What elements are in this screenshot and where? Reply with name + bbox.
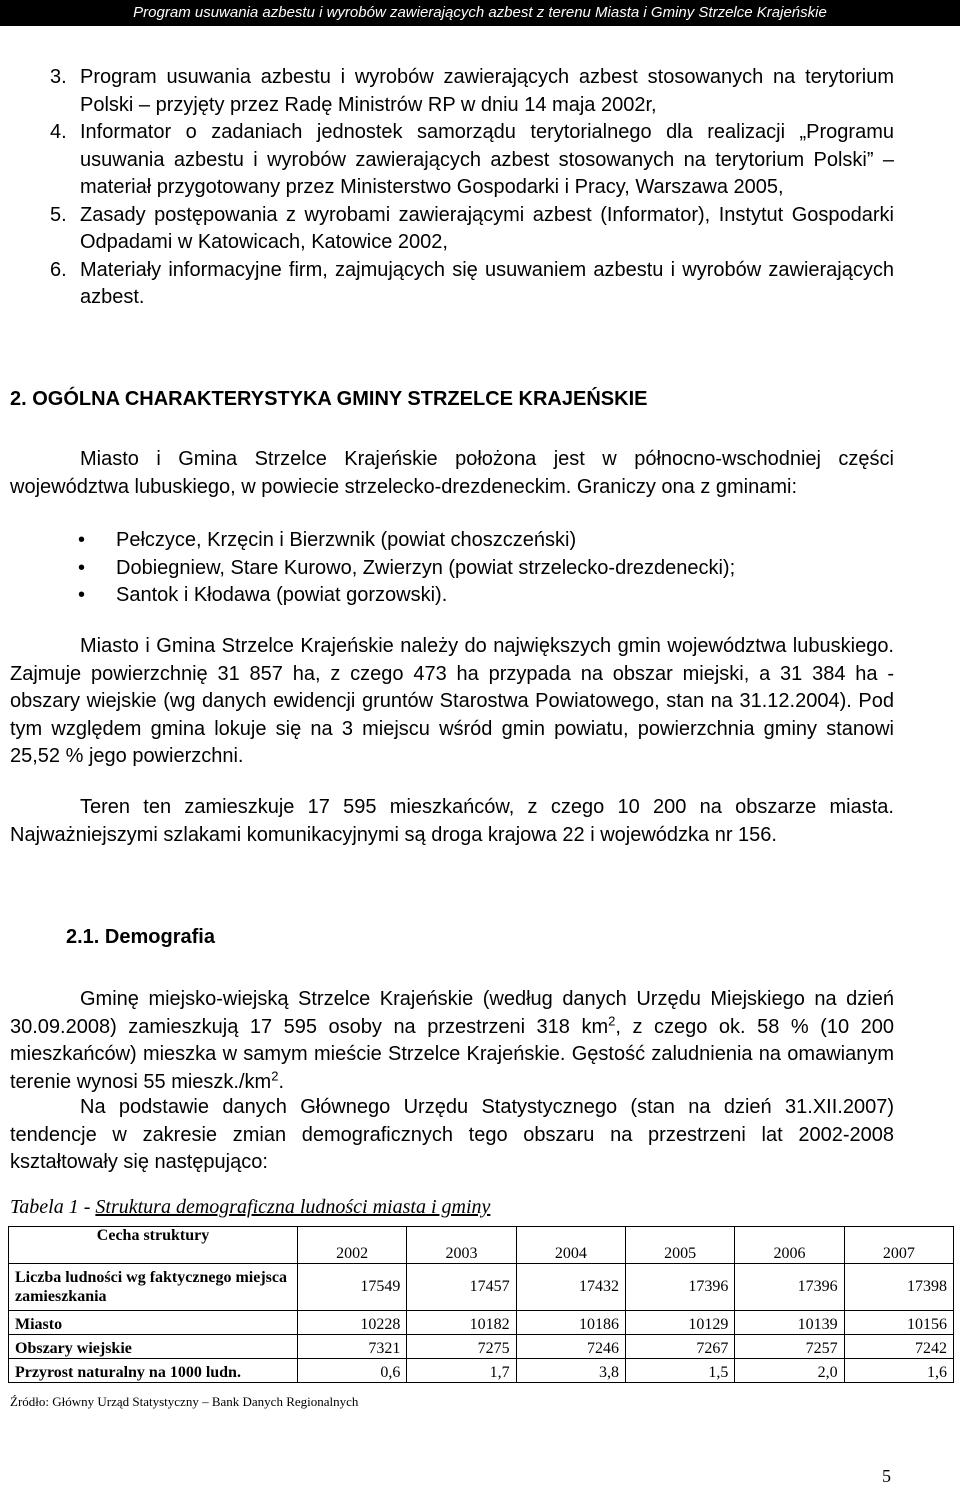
caption-title: Struktura demograficzna ludności miasta i gminy — [95, 1196, 491, 1218]
reference-text: Program usuwania azbestu i wyrobów zawierających azbest stosowanych na terytorium Polski – przyjęty przez Radę Ministrów RP w dniu 14 maja 2002r, — [80, 66, 894, 116]
reference-number: 5. — [50, 203, 67, 226]
table-cell: 10156 — [844, 1311, 953, 1335]
year-header: 2004 — [516, 1227, 625, 1264]
column-header: Cecha struktury — [9, 1227, 298, 1264]
table-cell: 1,7 — [407, 1359, 516, 1383]
table-cell: 17549 — [298, 1264, 407, 1311]
population-paragraph: Teren ten zamieszkuje 17 595 mieszkańców, z czego 10 200 na obszarze miasta. Najważniejszymi szlakami komunikacyjnymi są droga krajowa 22 i wojewódzka nr 156. — [10, 796, 894, 846]
table-caption — [10, 1196, 490, 1219]
table-cell: 7321 — [298, 1335, 407, 1359]
table-cell: 7257 — [735, 1335, 844, 1359]
table-row — [9, 1311, 954, 1335]
caption-prefix: Tabela 1 - — [10, 1196, 96, 1218]
list-item-text: Santok i Kłodawa (powiat gorzowski). — [116, 584, 448, 606]
year-header: 2005 — [625, 1227, 734, 1264]
demography-table — [8, 1226, 954, 1383]
reference-text: Zasady postępowania z wyrobami zawierającymi azbest (Informator), Instytut Gospodarki Odpadami w Katowicach, Katowice 2002, — [80, 203, 894, 253]
table-cell: 17398 — [844, 1264, 953, 1311]
row-label: Obszary wiejskie — [9, 1335, 298, 1359]
subsection-heading: 2.1. Demografia — [66, 926, 215, 948]
table-header-row — [9, 1227, 954, 1264]
table-cell: 17396 — [735, 1264, 844, 1311]
intro-paragraph: Miasto i Gmina Strzelce Krajeńskie położona jest w północno-wschodniej części województwa lubuskiego, w powiecie strzelecko-drezdeneckim. Graniczy ona z gminami: — [10, 448, 894, 498]
year-header: 2006 — [735, 1227, 844, 1264]
list-item — [0, 527, 960, 555]
references-list — [0, 64, 960, 312]
table-cell: 7246 — [516, 1335, 625, 1359]
bullet-icon: • — [78, 584, 86, 606]
table-cell: 3,8 — [516, 1359, 625, 1383]
year-header: 2003 — [407, 1227, 516, 1264]
list-item-text: Pełczyce, Krzęcin i Bierzwnik (powiat choszczeński) — [116, 529, 577, 551]
table-cell: 10182 — [407, 1311, 516, 1335]
reference-number: 4. — [50, 121, 67, 143]
table-cell: 10139 — [735, 1311, 844, 1335]
year-header: 2007 — [844, 1227, 953, 1264]
table-cell: 0,6 — [298, 1359, 407, 1383]
reference-item — [0, 257, 960, 312]
row-label: Liczba ludności wg faktycznego miejsca zamieszkania — [9, 1264, 298, 1311]
year-header: 2002 — [298, 1227, 407, 1264]
table-cell: 10228 — [298, 1311, 407, 1335]
demography-text-a: Gminę miejsko-wiejską Strzelce Krajeńskie (według danych Urzędu Miejskiego na dzień 30.09.2008) zamieszkują 17 595 osoby na przestrzeni 318 km — [10, 988, 894, 1038]
table-cell: 17396 — [625, 1264, 734, 1311]
area-paragraph: Miasto i Gmina Strzelce Krajeńskie należy do największych gmin województwa lubuskiego. Zajmuje powierzchnię 31 857 ha, z czego 473 ha przypada na obszar miejski, a 31 384 ha - obszary wiejskie (wg danych ewidencji gruntów Starostwa Powiatowego, stan na 31.12.2004). Pod tym względem gmina lokuje się na 3 miejscu wśród gmin powiatu, powierzchnia gminy stanowi 25,52 % jego powierzchni. — [10, 635, 894, 767]
table-cell: 17432 — [516, 1264, 625, 1311]
table-cell: 17457 — [407, 1264, 516, 1311]
table-row — [9, 1335, 954, 1359]
table-cell: 7267 — [625, 1335, 734, 1359]
bullet-icon: • — [78, 556, 86, 579]
table-source: Źródło: Główny Urząd Statystyczny – Bank Danych Regionalnych — [10, 1394, 359, 1409]
demography-text-b: , z czego ok. 58 % (10 200 mieszkańców) mieszka w samym mieście Strzelce Krajeńskie. Gęstość zaludnienia na omawianym terenie wynosi 55 mieszk./km — [10, 1015, 894, 1093]
table-cell: 7242 — [844, 1335, 953, 1359]
reference-item — [0, 119, 960, 202]
superscript: 2 — [271, 1067, 279, 1083]
table-cell: 2,0 — [735, 1359, 844, 1383]
table-row — [9, 1359, 954, 1383]
reference-text: Materiały informacyjne firm, zajmujących się usuwaniem azbestu i wyrobów zawierających azbest. — [80, 258, 894, 308]
list-item-text: Dobiegniew, Stare Kurowo, Zwierzyn (powiat strzelecko-drezdenecki); — [116, 556, 736, 579]
demography-text-c: . — [278, 1070, 284, 1093]
list-item — [0, 555, 960, 583]
superscript: 2 — [608, 1012, 616, 1028]
reference-item — [0, 64, 960, 119]
demography-paragraph — [10, 986, 894, 1096]
list-item — [0, 582, 960, 610]
reference-item — [0, 202, 960, 257]
bullet-icon: • — [78, 529, 86, 551]
table-cell: 10186 — [516, 1311, 625, 1335]
table-cell: 1,5 — [625, 1359, 734, 1383]
neighbor-list — [0, 527, 960, 610]
row-label: Przyrost naturalny na 1000 ludn. — [9, 1359, 298, 1383]
section-heading: 2. OGÓLNA CHARAKTERYSTYKA GMINY STRZELCE KRAJEŃSKIE — [10, 388, 648, 410]
table-cell: 10129 — [625, 1311, 734, 1335]
reference-text: Informator o zadaniach jednostek samorządu terytorialnego dla realizacji „Programu usuwania azbestu i wyrobów zawierających azbest stosowanych na terytorium Polski” – materiał przygotowany przez Ministerstwo Gospodarki i Pracy, Warszawa 2005, — [80, 121, 894, 198]
table-cell: 7275 — [407, 1335, 516, 1359]
page-header: Program usuwania azbestu i wyrobów zawierających azbest z terenu Miasta i Gminy Strzelce Krajeńskie — [0, 0, 960, 26]
trend-paragraph: Na podstawie danych Głównego Urzędu Statystycznego (stan na dzień 31.XII.2007) tendencje w zakresie zmian demograficznych tego obszaru na przestrzeni lat 2002-2008 kształtowały się następująco: — [10, 1096, 894, 1173]
row-label: Miasto — [9, 1311, 298, 1335]
reference-number: 6. — [50, 258, 67, 281]
table-cell: 1,6 — [844, 1359, 953, 1383]
reference-number: 3. — [50, 66, 67, 88]
page-number: 5 — [882, 1466, 891, 1486]
table-row — [9, 1264, 954, 1311]
